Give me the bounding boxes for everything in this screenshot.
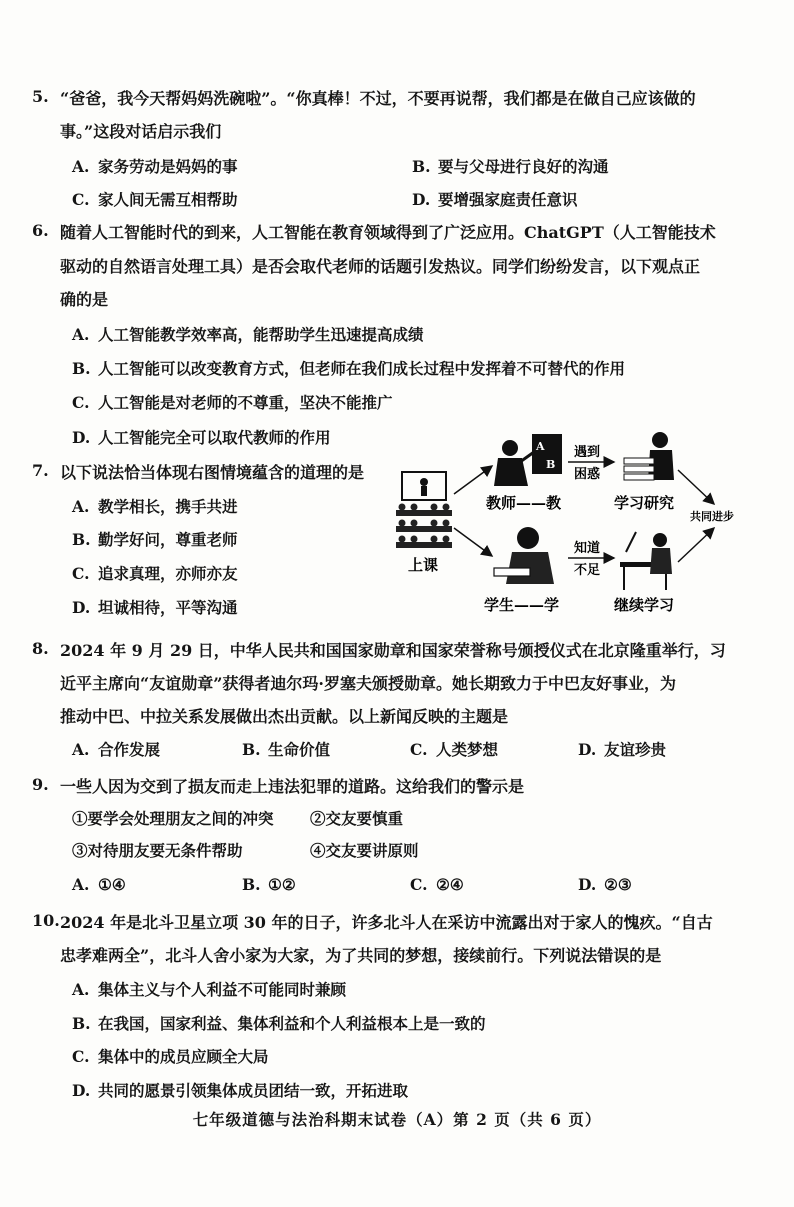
question-8-stem-line-3: 推动中巴、中拉关系发展做出杰出贡献。以上新闻反映的主题是 [60,707,509,726]
know-label-bottom: 不足 [574,563,601,578]
continue-label: 继续学习 [614,596,675,614]
progress-label: 共同进步 [690,510,734,523]
question-9-item-1: ①要学会处理朋友之间的冲突 [72,809,274,828]
question-6-number: 6. [32,221,49,240]
question-10-stem-line-1: 2024 年是北斗卫星立项 30 年的日子，许多北斗人在采访中流露出对于家人的愧疚。“自古 [60,913,713,932]
question-10-option-a: A. 集体主义与个人利益不可能同时兼顾 [72,980,347,999]
question-9-item-2: ②交友要慎重 [310,809,404,828]
question-9-option-d: D. ②③ [578,875,632,894]
question-9-item-3: ③对待朋友要无条件帮助 [72,841,243,860]
classroom-illustration [396,472,452,548]
question-7-stem: 以下说法恰当体现右图情境蕴含的道理的是 [60,463,365,482]
question-10-number: 10. [32,911,60,930]
question-6-option-b: B. 人工智能可以改变教育方式，但老师在我们成长过程中发挥着不可替代的作用 [72,359,626,378]
question-9-number: 9. [32,775,49,794]
question-6-stem-line-1: 随着人工智能时代的到来，人工智能在教育领域得到了广泛应用。ChatGPT（人工智能技术 [60,223,716,242]
question-9-option-b: B. ①② [242,875,296,894]
meet-label-bottom: 困惑 [574,467,601,482]
teaching-learning-diagram [388,428,748,624]
arrow-continue-progress [678,528,714,562]
question-5-option-b: B. 要与父母进行良好的沟通 [412,157,609,176]
question-5-number: 5. [32,87,49,106]
arrow-research-progress [678,470,714,504]
arrow-to-student [454,528,492,556]
student-label: 学生——学 [484,596,560,614]
question-6-option-a: A. 人工智能教学效率高，能帮助学生迅速提高成绩 [72,325,424,344]
question-7-option-b: B. 勤学好问，尊重老师 [72,530,238,549]
question-10-option-b: B. 在我国，国家利益、集体利益和个人利益根本上是一致的 [72,1014,486,1033]
arrow-to-teacher [454,466,492,494]
know-label-top: 知道 [574,541,601,556]
question-7-option-c: C. 追求真理，亦师亦友 [72,564,238,583]
question-7-option-a: A. 教学相长，携手共进 [72,497,238,516]
question-9-option-c: C. ②④ [410,875,464,894]
question-6-stem-line-3: 确的是 [60,290,109,309]
research-label: 学习研究 [614,494,675,512]
question-5-option-c: C. 家人间无需互相帮助 [72,190,238,209]
continue-illustration [620,532,672,590]
research-illustration [624,432,674,480]
question-9-stem: 一些人因为交到了损友而走上违法犯罪的道路。这给我们的警示是 [60,777,525,796]
question-10-option-d: D. 共同的愿景引领集体成员团结一致，开拓进取 [72,1081,409,1100]
question-10-option-c: C. 集体中的成员应顾全大局 [72,1047,269,1066]
teacher-illustration [494,434,562,486]
question-8-option-a: A. 合作发展 [72,740,161,759]
student-illustration [494,527,554,584]
question-5-stem-line-1: “爸爸，我今天帮妈妈洗碗啦”。“你真棒！不过，不要再说帮，我们都是在做自己应该做的 [60,89,696,108]
question-8-option-c: C. 人类梦想 [410,740,499,759]
question-5-option-a: A. 家务劳动是妈妈的事 [72,157,238,176]
page-footer: 七年级道德与法治科期末试卷（A）第 2 页（共 6 页） [192,1110,602,1129]
question-8-stem-line-2: 近平主席向“友谊勋章”获得者迪尔玛·罗塞夫颁授勋章。她长期致力于中巴友好事业，为 [60,674,676,693]
question-8-number: 8. [32,639,49,658]
teacher-label: 教师——教 [486,494,562,512]
board-letter-b: B [546,458,556,471]
question-9-item-4: ④交友要讲原则 [310,841,419,860]
question-8-option-d: D. 友谊珍贵 [578,740,667,759]
class-label: 上课 [408,556,439,574]
question-6-stem-line-2: 驱动的自然语言处理工具）是否会取代老师的话题引发热议。同学们纷纷发言，以下观点正 [60,257,701,276]
board-letter-a: A [536,440,545,453]
question-8-stem-line-1: 2024 年 9 月 29 日，中华人民共和国国家勋章和国家荣誉称号颁授仪式在北京隆重举行，习 [60,641,726,660]
question-9-option-a: A. ①④ [72,875,126,894]
question-10-stem-line-2: 忠孝难两全”，北斗人舍小家为大家，为了共同的梦想，接续前行。下列说法错误的是 [60,946,662,965]
question-5-option-d: D. 要增强家庭责任意识 [412,190,578,209]
question-5-stem-line-2: 事。”这段对话启示我们 [60,122,222,141]
question-8-option-b: B. 生命价值 [242,740,331,759]
meet-label-top: 遇到 [574,445,601,460]
question-6-option-d: D. 人工智能完全可以取代教师的作用 [72,428,331,447]
question-6-option-c: C. 人工智能是对老师的不尊重，坚决不能推广 [72,393,393,412]
question-7-number: 7. [32,461,49,480]
question-7-option-d: D. 坦诚相待，平等沟通 [72,598,238,617]
